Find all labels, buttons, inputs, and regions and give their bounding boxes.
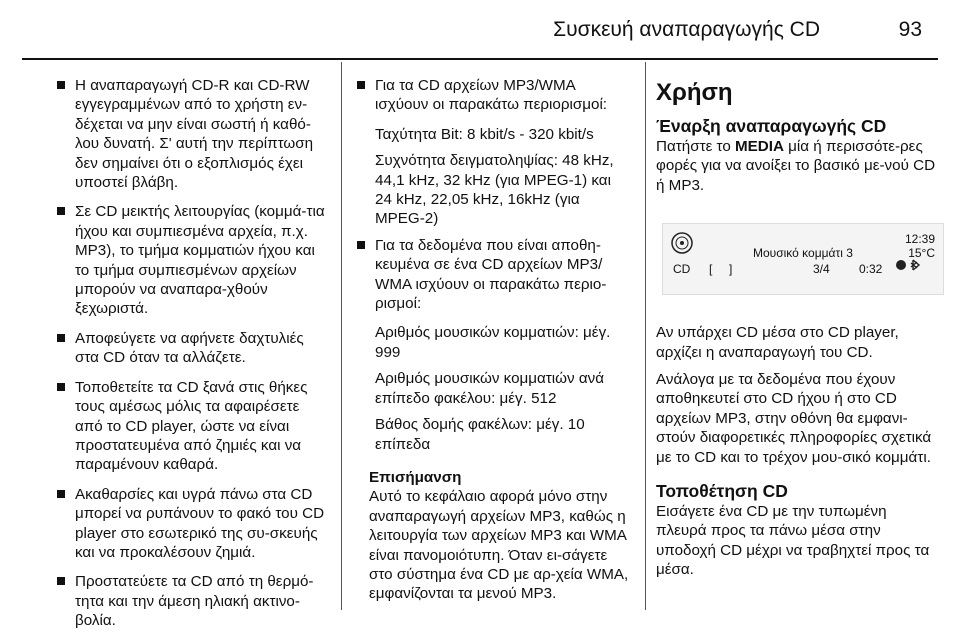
column-3: [656, 80, 938, 588]
elapsed-time: 0:32: [859, 262, 883, 277]
restrictions-list-2: [356, 236, 630, 314]
subsection-heading-start: Έναρξη αναπαραγωγής CD: [656, 116, 887, 136]
paragraph-playback: Αν υπάρχει CD μέσα στο CD player, αρχίζει η αναπαραγωγή του CD.: [656, 324, 899, 361]
media-key-label: MEDIA: [735, 138, 784, 155]
sub-item: Αριθμός μουσικών κομματιών ανά επίπεδο φακέλου: μέγ. 512: [375, 370, 604, 407]
sub-items: [375, 125, 630, 229]
display-screen: [662, 223, 944, 295]
list-item: [356, 76, 630, 115]
bluetooth-icon: [911, 260, 919, 270]
paragraph-info: Ανάλογα με τα δεδομένα που έχουν αποθηκευτεί στο CD ήχου ή στο CD αρχείων MP3, στην οθόνη θα εμφανι-στούν διαφορετικές πληροφορίες σχετικά με το CD και το τρέχον μου-σικό κομμάτι.: [656, 371, 932, 466]
list-item-text: Για τα CD αρχείων MP3/WMA ισχύουν οι παρακάτω περιορισμοί:: [375, 77, 608, 114]
running-title: Συσκευή αναπαραγωγής CD: [553, 18, 820, 41]
section-heading: Χρήση: [656, 79, 733, 106]
track-number: 3/4: [813, 262, 830, 277]
bracket-left: [: [709, 262, 713, 277]
list-item: Σε CD μεικτής λειτουργίας (κομμά-τια ήχου και συμπιεσμένα αρχεία, π.χ. MP3), το τμήμα κομματιών ήχου και το τμήμα συμπιεσμένων αρχείων μπορούν να αναπαρα-χθούν ξεχωριστά.: [56, 202, 328, 318]
text: μία ή περισσότε-ρες φορές για να ανοίξει το βασικό με-νού CD ή MP3.: [656, 138, 936, 194]
column-1: [56, 76, 328, 641]
subsection-heading-insert: Τοποθέτηση CD: [656, 481, 788, 502]
list-item: Αποφεύγετε να αφήνετε δαχτυλιές στα CD όταν τα αλλάζετε.: [56, 329, 328, 368]
list-item: Τοποθετείτε τα CD ξανά στις θήκες τους αμέσως μόλις τα αφαιρέσετε από το CD player, ώστε να είναι προστατευμένα από ζημιές και να παραμένουν καθαρά.: [56, 378, 328, 475]
restrictions-list: [356, 76, 630, 115]
sub-item: Βάθος δομής φακέλων: μέγ. 10 επίπεδα: [375, 416, 585, 453]
bullet-list: [56, 76, 328, 631]
list-item: [356, 236, 630, 314]
source-label: CD: [673, 262, 691, 277]
sub-item: Ταχύτητα Bit: 8 kbit/s - 320 kbit/s: [375, 125, 594, 143]
paragraph-insert: Εισάγετε ένα CD με την τυπωμένη πλευρά προς τα πάνω μέσα στην υποδοχή CD μέχρι να τραβηχτεί προς τα μέσα.: [656, 503, 930, 579]
temperature: 15°C: [908, 246, 935, 261]
text: Πατήστε το: [656, 138, 736, 155]
track-name: Μουσικό κομμάτι 3: [753, 246, 853, 261]
status-icons: [895, 258, 935, 272]
header-rule: [22, 58, 938, 60]
sub-items-2: [375, 323, 630, 453]
cd-disc-icon: [671, 232, 693, 254]
paragraph-media: [656, 137, 938, 195]
column-divider-1: [341, 62, 342, 610]
page-number: 93: [898, 18, 922, 41]
column-divider-2: [645, 62, 646, 610]
sub-item: Αριθμός μουσικών κομματιών: μέγ. 999: [375, 324, 611, 361]
column-2: [356, 76, 630, 612]
list-item: Ακαθαρσίες και υγρά πάνω στα CD μπορεί να ρυπάνουν το φακό του CD player στο εσωτερικό της συ-σκευής και να προκαλέσουν ζημιά.: [56, 485, 328, 563]
list-item: Η αναπαραγωγή CD-R και CD-RW εγγεγραμμένων από το χρήστη εν-δέχεται να μην είναι σωστή ή καθό-λου δυνατή. Σ' αυτή την περίπτωση δεν σημαίνει ότι ο εξοπλισμός έχει υποστεί βλάβη.: [56, 76, 328, 192]
note-text: Αυτό το κεφάλαιο αφορά μόνο στην αναπαραγωγή αρχείων MP3, καθώς η λειτουργία των αρχείων MP3 και WMA είναι πανομοιότυπη. Όταν ει-σάγετε στο σύστημα ένα CD με αρ-χεία WMA, εμφανίζονται τα μενού MP3.: [369, 488, 629, 603]
note-heading: Επισήμανση: [369, 468, 462, 486]
cd-display-illustration: [656, 211, 948, 307]
clock: 12:39: [904, 232, 935, 247]
sub-item: Συχνότητα δειγματοληψίας: 48 kHz, 44,1 kHz, 32 kHz (για MPEG-1) και 24 kHz, 22,05 kHz, 16kHz (για MPEG-2): [375, 152, 614, 228]
bracket-right: ]: [729, 262, 733, 277]
list-item-text: Για τα δεδομένα που είναι αποθη-κευμένα σε ένα CD αρχείων MP3/ WMA ισχύουν οι παρακάτω περιο-ρισμοί:: [375, 236, 607, 313]
list-item: Προστατεύετε τα CD από τη θερμό-τητα και την άμεση ηλιακή ακτινο-βολία.: [56, 572, 328, 630]
